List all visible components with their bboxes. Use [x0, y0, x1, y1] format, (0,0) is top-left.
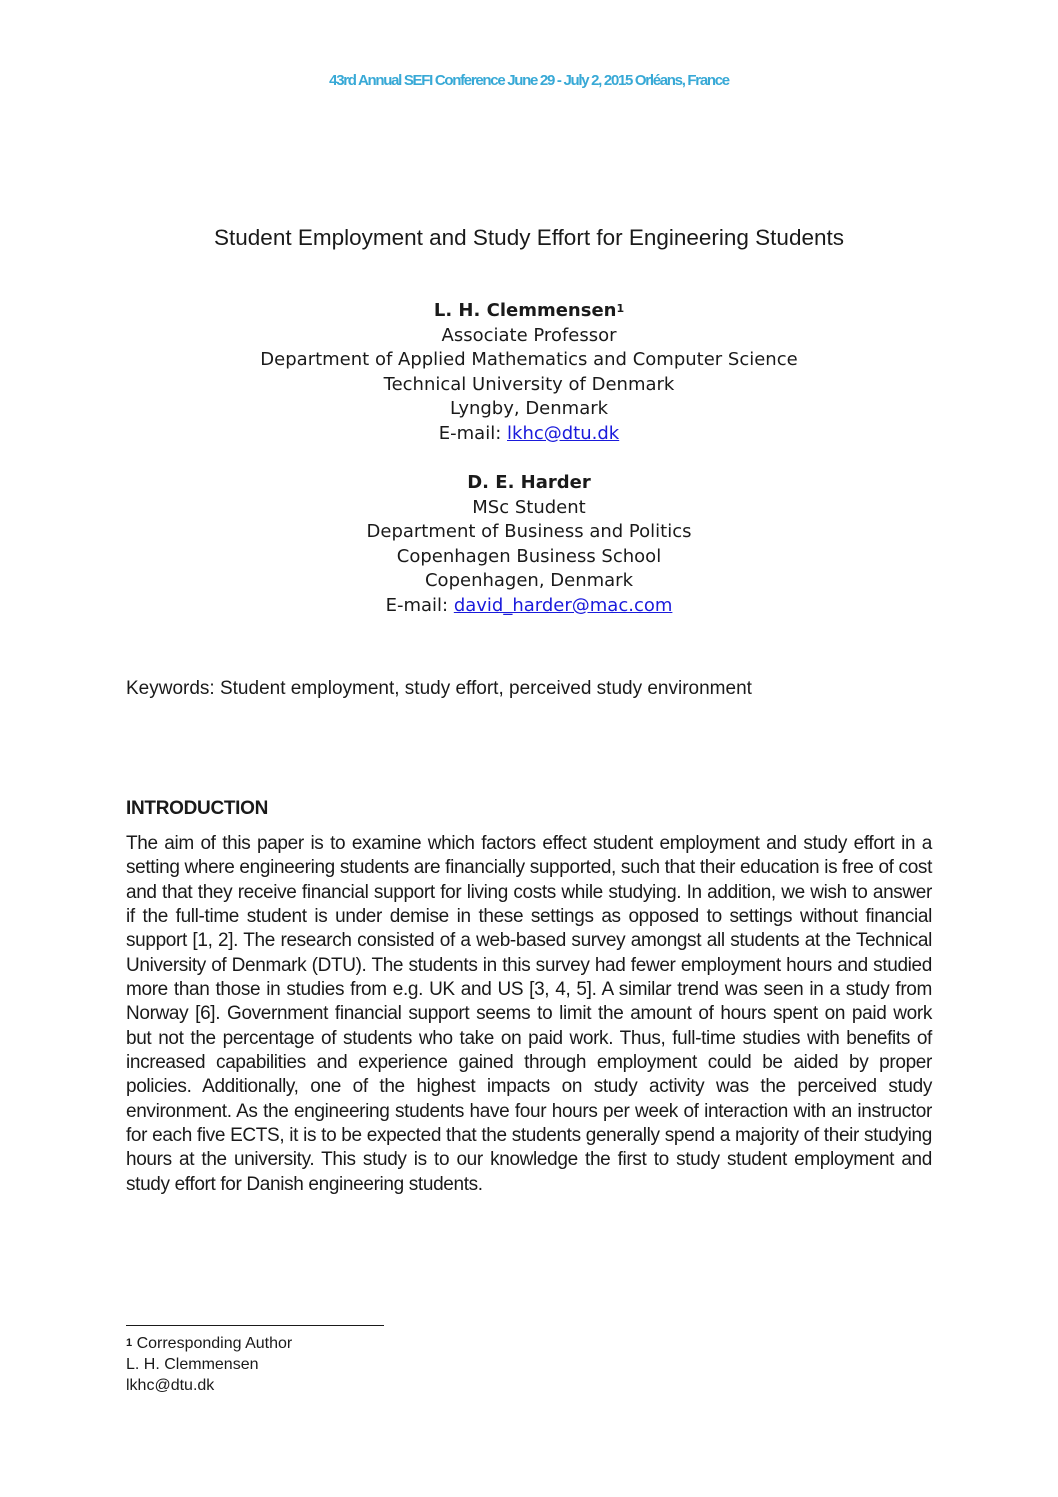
author-block-2 [0, 471, 1058, 619]
author-location: Lyngby, Denmark [449, 398, 609, 420]
author-email-line [0, 422, 1058, 447]
email-label: E-mail: [385, 594, 454, 616]
keywords: Keywords: Student employment, study effort, perceived study environment [126, 678, 752, 699]
introduction-paragraph: The aim of this paper is to examine which factors effect student employment and study effort in a setting where engineering students are financially supported, such that their education is free of cost and that they receive financial support for living costs while studying. In addition, we wish to answer if the full-time student is under demise in these settings as opposed to settings without financial support [1, 2]. The research consisted of a web-based survey amongst all students at the Technical University of Denmark (DTU). The students in this survey had fewer employment hours and studied more than those in studies from e.g. UK and US [3, 4, 5]. A similar trend was seen in a study from Norway [6]. Government financial support seems to limit the amount of hours spent on paid work but not the percentage of students who take on paid work. Thus, full-time studies with benefits of increased capabilities and experience gained through employment could be aided by proper policies. Additionally, one of the highest impacts on study activity was the perceived study environment. As the engineering students have four hours per week of interaction with an instructor for each five ECTS, it is to be expected that the students generally spend a majority of their studying hours at the university. This study is to our knowledge the first to study student employment and study effort for Danish engineering students. [126, 833, 932, 1195]
footnote-divider [126, 1325, 384, 1326]
footnote-name: L. H. Clemmensen [126, 1356, 259, 1373]
author-email-link[interactable]: lkhc@dtu.dk [507, 422, 620, 444]
author-name-text: L. H. Clemmensen [433, 300, 617, 321]
email-label: E-mail: [438, 422, 508, 444]
author-institution: Technical University of Denmark [383, 373, 675, 395]
footnote-marker: 1 [616, 302, 625, 315]
footnote-email: lkhc@dtu.dk [126, 1377, 215, 1394]
footnote [126, 1333, 292, 1396]
author-institution: Copenhagen Business School [396, 545, 662, 567]
footnote-label: Corresponding Author [132, 1335, 293, 1352]
author-name: D. E. Harder [467, 472, 591, 493]
conference-header: 43rd Annual SEFI Conference June 29 - July 2, 2015 Orléans, France [329, 72, 729, 89]
author-position: MSc Student [472, 496, 586, 518]
author-position: Associate Professor [441, 324, 617, 346]
paper-title: Student Employment and Study Effort for Engineering Students [214, 225, 844, 250]
author-email-line [0, 594, 1058, 619]
footnote-mark: 1 [126, 1337, 133, 1349]
author-location: Copenhagen, Denmark [424, 570, 633, 592]
author-block-1 [0, 299, 1058, 447]
section-heading-introduction: INTRODUCTION [126, 798, 269, 819]
author-department: Department of Applied Mathematics and Computer Science [260, 349, 798, 371]
author-email-link[interactable]: david_harder@mac.com [453, 594, 673, 616]
footnote-line [126, 1333, 292, 1354]
author-department: Department of Business and Politics [366, 521, 692, 543]
author-name [0, 299, 1058, 324]
